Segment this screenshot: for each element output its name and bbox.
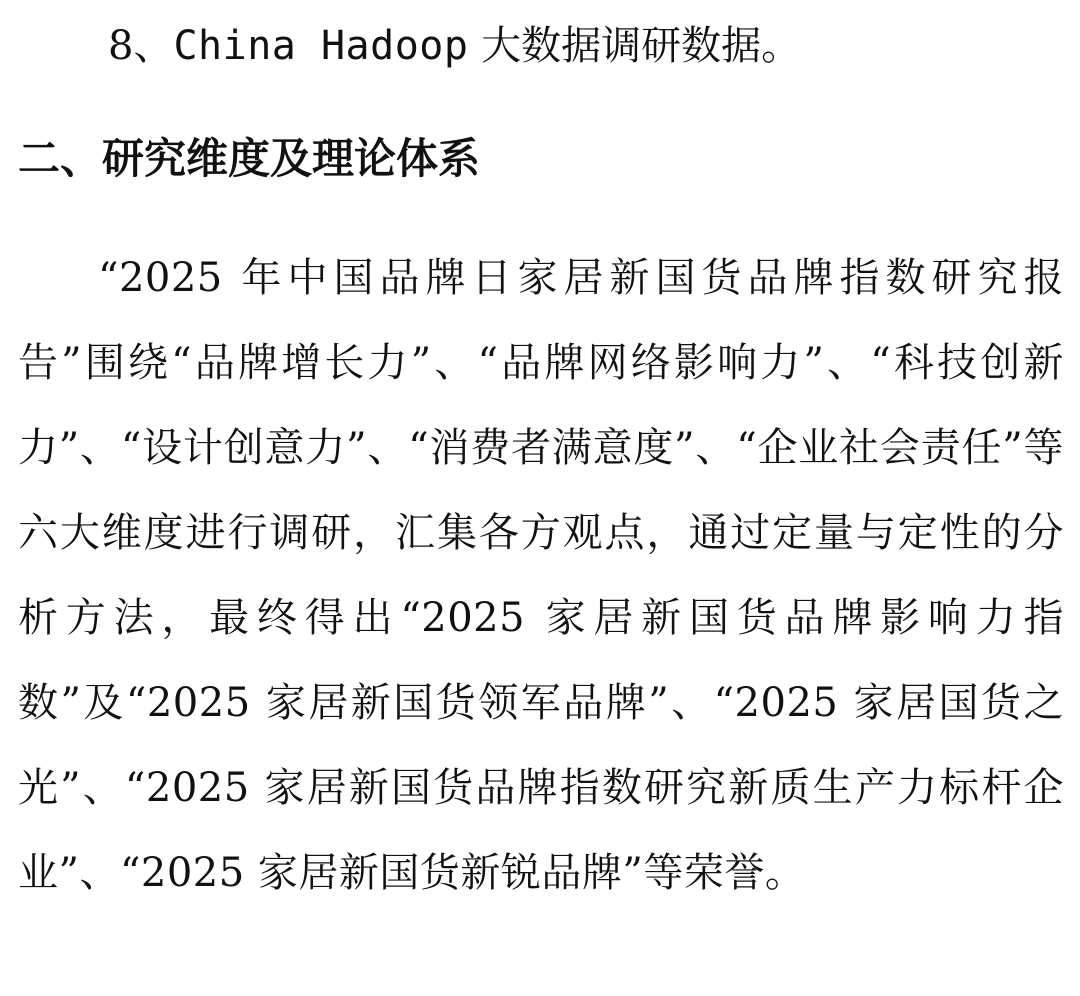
body-paragraph: “2025 年中国品牌日家居新国货品牌指数研究报告”围绕“品牌增长力”、“品牌网络影响力”、“科技创新力”、“设计创意力”、“消费者满意度”、“企业社会责任”等六大维度进行调研，汇集各方观点，通过定量与定性的分析方法，最终得出“2025 家居新国货品牌影响力指数”及“2025 家居新国货领军品牌”、“2025 家居国货之光”、“2025 家居新国货品牌指数研究新质生产力标杆企业”、“2025 家居新国货新锐品牌”等荣誉。: [18, 255, 1064, 896]
list-item-number: 8、: [108, 23, 174, 69]
list-item-8: [108, 16, 801, 76]
section-heading: 二、研究维度及理论体系: [18, 134, 481, 183]
list-item-cjk-text: 大数据调研数据。: [468, 23, 802, 69]
list-item-latin-text: China Hadoop: [173, 23, 469, 69]
